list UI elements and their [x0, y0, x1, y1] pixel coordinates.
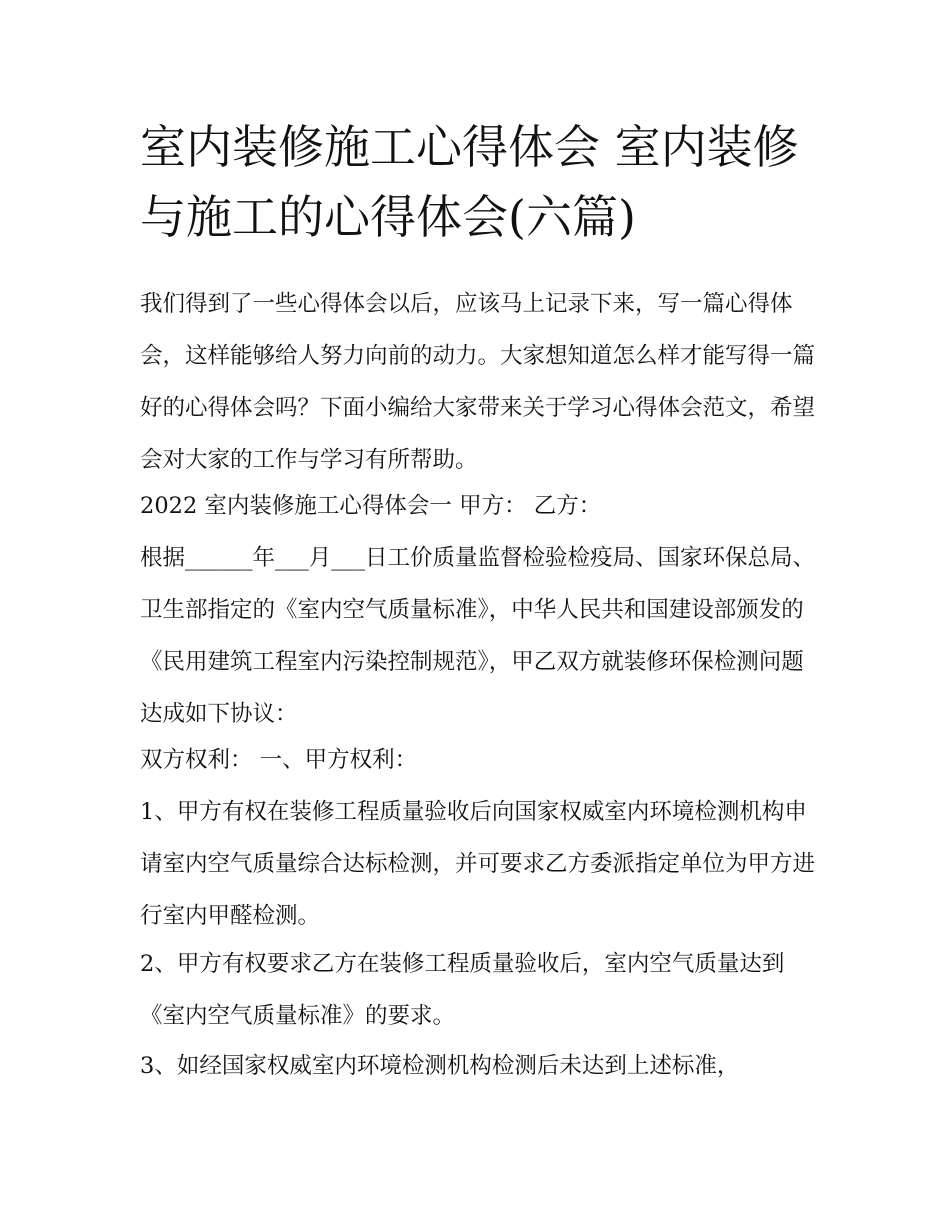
clause-item-1: 1、甲方有权在装修工程质量验收后向国家权威室内环境检测机构申请室内空气质量综合达标检测，并可要求乙方委派指定单位为甲方进行室内甲醛检测。 [140, 799, 816, 929]
section-heading: 2022 室内装修施工心得体会一 甲方： 乙方： [140, 493, 602, 519]
rights-heading: 双方权利： 一、甲方权利： [140, 747, 418, 773]
basis-paragraph: 根据______年___月___日工价质量监督检验检疫局、国家环保总局、卫生部指定的《室内空气质量标准》，中华人民共和国建设部颁发的《民用建筑工程室内污染控制规范》，甲乙双方就装修环保检测问题达成如下协议： [140, 545, 816, 727]
clause-item-2: 2、甲方有权要求乙方在装修工程质量验收后，室内空气质量达到《室内空气质量标准》的要求。 [140, 951, 785, 1029]
document-title: 室内装修施工心得体会 室内装修与施工的心得体会(六篇) [140, 120, 799, 244]
clause-item-3: 3、如经国家权威室内环境检测机构检测后未达到上述标准， [140, 1053, 740, 1079]
intro-paragraph: 我们得到了一些心得体会以后，应该马上记录下来，写一篇心得体会，这样能够给人努力向前的动力。大家想知道怎么样才能写得一篇好的心得体会吗？下面小编给大家带来关于学习心得体会范文，希望会对大家的工作与学习有所帮助。 [140, 291, 816, 473]
